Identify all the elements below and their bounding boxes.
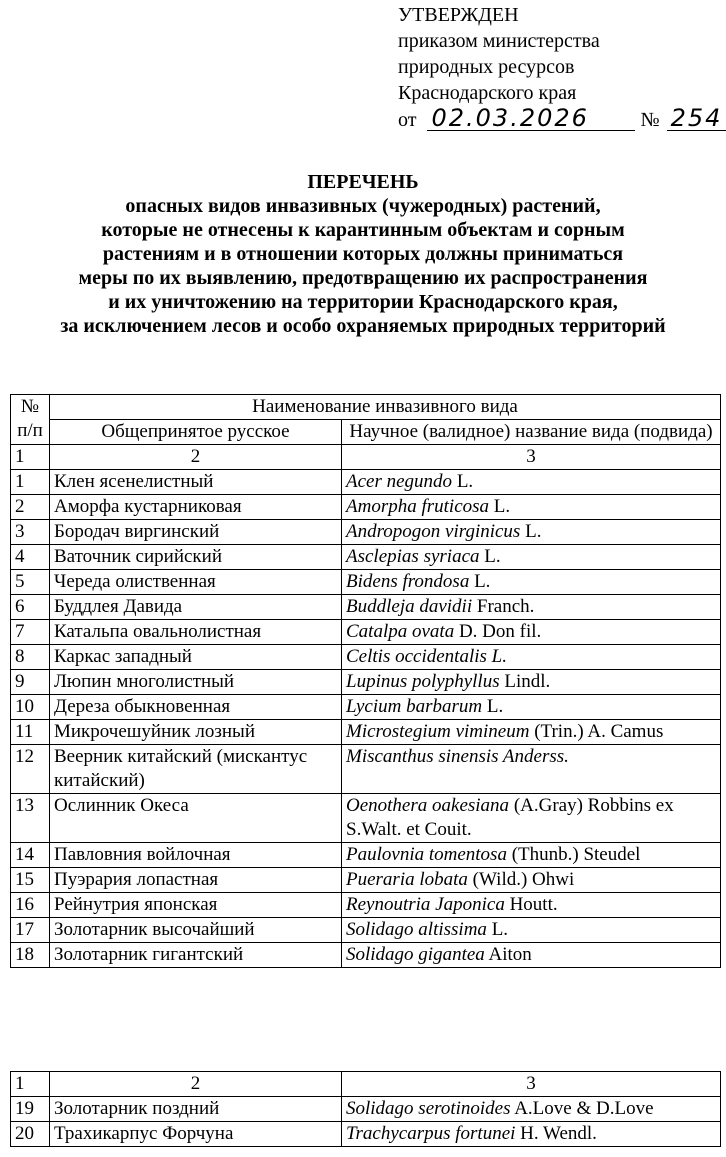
table-row — [11, 720, 721, 745]
scientific-name: Andropogon virginicus — [346, 521, 521, 542]
scientific-author: (Trin.) A. Camus — [529, 721, 664, 742]
russian-name: Бородач виргинский — [50, 520, 342, 545]
russian-name: Золотарник гигантский — [50, 943, 342, 968]
date-prefix: от — [398, 109, 417, 131]
scientific-author: H. Wendl. — [515, 1123, 597, 1144]
table-row — [11, 893, 721, 918]
table-row — [11, 1122, 721, 1147]
title-line: меры по их выявлению, предотвращению их распространения — [78, 267, 648, 289]
scientific-name-cell — [342, 520, 721, 545]
scientific-author: L. — [482, 696, 504, 717]
scientific-name-cell — [342, 843, 721, 868]
scientific-name-cell — [342, 720, 721, 745]
title-line: и их уничтожению на территории Краснодарского края, — [108, 291, 618, 313]
russian-name: Ваточник сирийский — [50, 545, 342, 570]
russian-name: Череда олиственная — [50, 570, 342, 595]
species-table — [10, 394, 721, 968]
scientific-name-cell — [342, 495, 721, 520]
table-row — [11, 595, 721, 620]
table-row — [11, 570, 721, 595]
scientific-author: D. Don fil. — [454, 621, 542, 642]
scientific-name: Reynoutria Japonica — [346, 894, 505, 915]
table-row — [11, 645, 721, 670]
row-number: 19 — [11, 1097, 50, 1122]
col-russian-header: Общепринятое русское — [50, 420, 342, 445]
row-number: 10 — [11, 695, 50, 720]
title-line: которые не отнесены к карантинным объектам и сорным — [101, 219, 625, 241]
scientific-name-cell — [342, 893, 721, 918]
russian-name: Павловния войлочная — [50, 843, 342, 868]
scientific-author: L. — [452, 471, 474, 492]
scientific-name-cell — [342, 745, 721, 794]
table-row — [11, 868, 721, 893]
scientific-name-cell — [342, 545, 721, 570]
scientific-name-cell — [342, 794, 721, 843]
approval-stamp — [398, 2, 726, 133]
russian-name: Трахикарпус Форчуна — [50, 1122, 342, 1147]
scientific-author: L. — [479, 546, 501, 567]
scientific-name-cell — [342, 868, 721, 893]
scientific-author: L. — [469, 571, 491, 592]
column-index-row — [11, 445, 721, 470]
approval-line-3: природных ресурсов — [398, 56, 575, 78]
table-row — [11, 1097, 721, 1122]
row-number: 16 — [11, 893, 50, 918]
approval-date: 02.03.2026 — [427, 106, 635, 131]
scientific-author: A.Love & D.Love — [510, 1098, 654, 1119]
header-row — [11, 420, 721, 445]
approval-date-line — [398, 106, 726, 133]
table-row — [11, 843, 721, 868]
col-group-header: Наименование инвазивного вида — [50, 395, 721, 420]
title-line: опасных видов инвазивных (чужеродных) растений, — [125, 195, 601, 217]
scientific-author: Franch. — [472, 596, 535, 617]
col-index: 2 — [50, 1072, 342, 1097]
scientific-name: Solidago serotinoides — [346, 1098, 511, 1119]
scientific-name: Solidago gigantea — [346, 944, 485, 965]
table-row — [11, 695, 721, 720]
russian-name: Аморфа кустарниковая — [50, 495, 342, 520]
approval-line-4: Краснодарского края — [398, 82, 577, 104]
col-index: 1 — [11, 1072, 50, 1097]
scientific-name: Catalpa ovata — [346, 621, 455, 642]
scientific-name: Amorpha fruticosa — [346, 496, 490, 517]
row-number: 18 — [11, 943, 50, 968]
scientific-name: Bidens frondosa — [346, 571, 470, 592]
row-number: 9 — [11, 670, 50, 695]
scientific-name: Microstegium vimineum — [346, 721, 530, 742]
russian-name: Пуэрария лопастная — [50, 868, 342, 893]
table-row — [11, 520, 721, 545]
scientific-name-cell — [342, 1097, 721, 1122]
russian-name: Каркас западный — [50, 645, 342, 670]
scientific-name-cell — [342, 695, 721, 720]
table-row — [11, 495, 721, 520]
row-number: 17 — [11, 918, 50, 943]
scientific-author: L. — [489, 496, 511, 517]
scientific-name: Acer negundo — [346, 471, 453, 492]
row-number: 2 — [11, 495, 50, 520]
column-index-row — [11, 1072, 721, 1097]
approval-line-1: УТВЕРЖДЕН — [398, 4, 519, 26]
scientific-name-cell — [342, 595, 721, 620]
table-row — [11, 794, 721, 843]
russian-name: Клен ясенелистный — [50, 470, 342, 495]
title-line: растениям и в отношении которых должны приниматься — [102, 243, 624, 265]
table-row — [11, 745, 721, 794]
scientific-name: Pueraria lobata — [346, 869, 468, 890]
scientific-name: Buddleja davidii — [346, 596, 473, 617]
scientific-name-cell — [342, 620, 721, 645]
scientific-name-cell — [342, 570, 721, 595]
scientific-name-cell — [342, 1122, 721, 1147]
scientific-name: Lupinus polyphyllus — [346, 671, 500, 692]
approval-line-2: приказом министерства — [398, 30, 600, 52]
row-number: 12 — [11, 745, 50, 794]
scientific-name: Paulovnia tomentosa — [346, 844, 507, 865]
scientific-name: Trachycarpus fortunei — [346, 1123, 516, 1144]
scientific-name-cell — [342, 918, 721, 943]
col-index: 2 — [50, 445, 342, 470]
table-row — [11, 943, 721, 968]
header-row — [11, 395, 721, 420]
row-number: 15 — [11, 868, 50, 893]
title-line: за исключением лесов и особо охраняемых природных территорий — [60, 315, 666, 337]
approval-number: 254 — [667, 106, 726, 131]
species-table-continuation — [10, 1071, 721, 1147]
col-scientific-header: Научное (валидное) название вида (подвида) — [342, 420, 721, 445]
col-num-header: № п/п — [11, 395, 50, 445]
russian-name: Катальпа овальнолистная — [50, 620, 342, 645]
row-number: 14 — [11, 843, 50, 868]
scientific-author: L. — [486, 919, 509, 940]
row-number: 1 — [11, 470, 50, 495]
row-number: 13 — [11, 794, 50, 843]
scientific-name: Oenothera oakesiana — [346, 795, 510, 816]
table-row — [11, 918, 721, 943]
table-row — [11, 545, 721, 570]
scientific-name: Lycium barbarum — [346, 696, 483, 717]
russian-name: Буддлея Давида — [50, 595, 342, 620]
scientific-name: Asclepias syriaca — [346, 546, 480, 567]
russian-name: Дереза обыкновенная — [50, 695, 342, 720]
row-number: 7 — [11, 620, 50, 645]
scientific-author: Lindl. — [499, 671, 551, 692]
scientific-name-cell — [342, 670, 721, 695]
scientific-name: Miscanthus sinensis Anderss. — [346, 746, 569, 767]
russian-name: Рейнутрия японская — [50, 893, 342, 918]
russian-name: Золотарник высочайший — [50, 918, 342, 943]
row-number: 20 — [11, 1122, 50, 1147]
scientific-author: (A.Gray) Robbins ex S.Walt. et Couit. — [346, 795, 674, 840]
scientific-author: (Thunb.) Steudel — [506, 844, 641, 865]
row-number: 5 — [11, 570, 50, 595]
col-index: 1 — [11, 445, 50, 470]
row-number: 3 — [11, 520, 50, 545]
scientific-name-cell — [342, 943, 721, 968]
table-row — [11, 670, 721, 695]
row-number: 11 — [11, 720, 50, 745]
russian-name: Золотарник поздний — [50, 1097, 342, 1122]
russian-name: Веерник китайский (мискантус китайский) — [50, 745, 342, 794]
russian-name: Люпин многолистный — [50, 670, 342, 695]
russian-name: Ослинник Океса — [50, 794, 342, 843]
col-index: 3 — [342, 445, 721, 470]
russian-name: Микрочешуйник лозный — [50, 720, 342, 745]
document-title — [0, 170, 726, 338]
table-row — [11, 620, 721, 645]
scientific-name: Solidago altissima — [346, 919, 487, 940]
scientific-name: Celtis occidentalis L. — [346, 646, 507, 667]
scientific-name-cell — [342, 645, 721, 670]
row-number: 6 — [11, 595, 50, 620]
number-prefix: № — [640, 109, 660, 131]
table-row — [11, 470, 721, 495]
title-heading: ПЕРЕЧЕНЬ — [307, 171, 419, 193]
row-number: 4 — [11, 545, 50, 570]
scientific-author: Aiton — [484, 944, 532, 965]
col-index: 3 — [342, 1072, 721, 1097]
scientific-author: L. — [520, 521, 542, 542]
row-number: 8 — [11, 645, 50, 670]
scientific-name-cell — [342, 470, 721, 495]
scientific-author: Houtt. — [504, 894, 558, 915]
scientific-author: (Wild.) Ohwi — [467, 869, 575, 890]
